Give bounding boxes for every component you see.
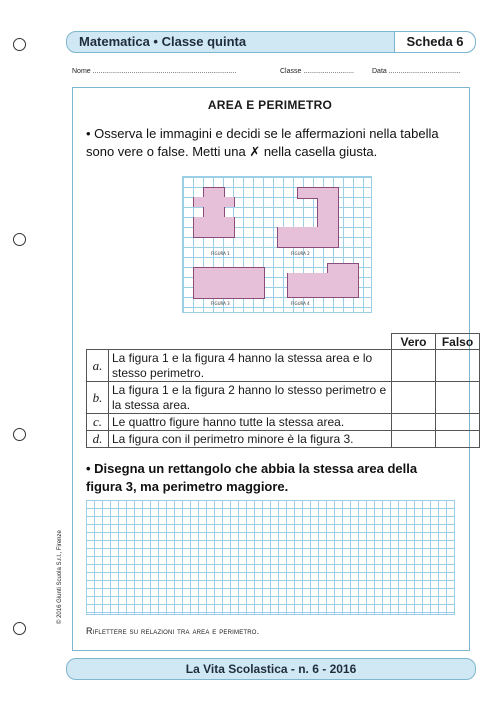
figure-1-shape: [193, 197, 235, 207]
true-checkbox[interactable]: [392, 431, 436, 448]
figure-2-shape: [277, 227, 339, 248]
drawing-grid[interactable]: [86, 500, 455, 615]
table-row: [87, 382, 480, 414]
learning-goal: Riflettere su relazioni tra area e perimetro.: [86, 626, 260, 636]
instruction-2: • Disegna un rettangolo che abbia la stessa area della figura 3, ma perimetro maggiore.: [86, 461, 418, 494]
figure-2-label: FIGURA 2: [291, 251, 310, 256]
figure-2-shape: [297, 187, 318, 199]
binder-hole-4: [13, 622, 26, 635]
date-field[interactable]: Data .....................................: [372, 68, 461, 75]
table-row: [87, 414, 480, 431]
statement-text: La figura con il perimetro minore è la figura 3.: [109, 431, 392, 448]
figure-2-shape: [317, 187, 339, 228]
binder-hole-3: [13, 428, 26, 441]
header-bar: [66, 31, 476, 53]
figures-grid: [182, 176, 372, 313]
figure-4-label: FIGURA 4: [291, 301, 310, 306]
statement-text: Le quattro figure hanno tutte la stessa area.: [109, 414, 392, 431]
row-letter: a.: [87, 350, 109, 382]
figure-1-shape: [193, 217, 235, 238]
true-false-table: [86, 333, 480, 448]
figure-3-label: FIGURA 3: [211, 301, 230, 306]
table-row: [87, 431, 480, 448]
statement-text: La figura 1 e la figura 4 hanno la stessa area e lo stesso perimetro.: [109, 350, 392, 382]
column-header-true: Vero: [392, 334, 436, 350]
copyright-notice: © 2016 Giunti Scuola S.r.l., Firenze: [57, 530, 63, 624]
sheet-number: Scheda 6: [394, 32, 475, 52]
figure-4-shape: [287, 273, 359, 298]
subject-title: Matematica • Classe quinta: [79, 34, 247, 49]
binder-hole-2: [13, 233, 26, 246]
figure-1-shape: [203, 207, 225, 217]
figure-3-shape: [193, 267, 265, 299]
figure-1-label: FIGURA 1: [211, 251, 230, 256]
row-letter: d.: [87, 431, 109, 448]
row-letter: c.: [87, 414, 109, 431]
footer-bar: La Vita Scolastica - n. 6 - 2016: [66, 658, 476, 680]
false-checkbox[interactable]: [436, 431, 480, 448]
true-checkbox[interactable]: [392, 350, 436, 382]
table-row: [87, 350, 480, 382]
true-checkbox[interactable]: [392, 382, 436, 414]
false-checkbox[interactable]: [436, 350, 480, 382]
name-field[interactable]: Nome ..........................................................................: [72, 68, 237, 75]
worksheet-title: AREA E PERIMETRO: [207, 98, 333, 112]
false-checkbox[interactable]: [436, 414, 480, 431]
class-field[interactable]: Classe ..........................: [280, 68, 354, 75]
false-checkbox[interactable]: [436, 382, 480, 414]
column-header-false: Falso: [436, 334, 480, 350]
statement-text: La figura 1 e la figura 2 hanno lo stesso perimetro e la stessa area.: [109, 382, 392, 414]
row-letter: b.: [87, 382, 109, 414]
instruction-1: • Osserva le immagini e decidi se le affermazioni nella tabella sono vere o false. Metti una ✗ nella casella giusta.: [86, 126, 439, 159]
true-checkbox[interactable]: [392, 414, 436, 431]
binder-hole-1: [13, 38, 26, 51]
